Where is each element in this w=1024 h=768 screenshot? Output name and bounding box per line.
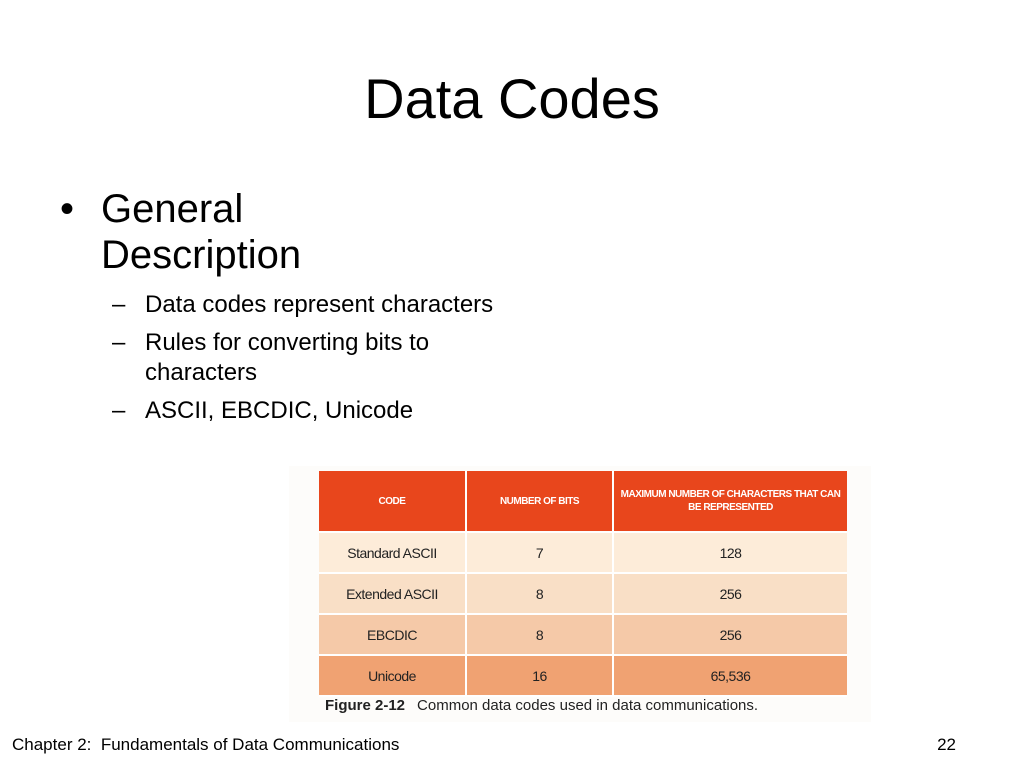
cell-code: Unicode [319,655,466,696]
sub-bullet-marker: – [112,291,126,318]
table-row [319,573,847,614]
bullet-general-description [60,186,360,278]
sub-bullet-marker: – [112,397,126,424]
header-number-of-bits: NUMBER OF BITS [466,471,613,532]
sub-bullet-item [112,290,512,320]
table-row [319,532,847,573]
footer-chapter: Chapter 2: Fundamentals of Data Communications [12,735,400,754]
cell-bits: 7 [466,532,613,573]
cell-max-characters: 128 [613,532,847,573]
slide-title: Data Codes [364,67,660,130]
sub-bullet-text: Data codes represent characters [145,291,494,318]
sub-bullet-marker: – [112,329,126,356]
cell-max-characters: 256 [613,573,847,614]
footer-page-number: 22 [937,735,956,754]
bullet-text: General Description [101,187,302,277]
figure-data-codes [289,466,871,722]
sub-bullet-item [112,396,512,426]
cell-bits: 8 [466,573,613,614]
cell-max-characters: 256 [613,614,847,655]
sub-bullet-list [112,290,512,434]
cell-bits: 8 [466,614,613,655]
data-codes-table [319,471,847,697]
cell-max-characters: 65,536 [613,655,847,696]
cell-code: EBCDIC [319,614,466,655]
table-row [319,655,847,696]
table-row [319,614,847,655]
figure-caption-text: Common data codes used in data communications. [417,697,759,714]
header-max-characters: MAXIMUM NUMBER OF CHARACTERS THAT CAN BE REPRESENTED [613,471,847,532]
cell-code: Standard ASCII [319,532,466,573]
sub-bullet-text: ASCII, EBCDIC, Unicode [145,397,414,424]
cell-code: Extended ASCII [319,573,466,614]
table-header-row [319,471,847,532]
sub-bullet-text: Rules for converting bits to characters [145,329,430,386]
cell-bits: 16 [466,655,613,696]
figure-caption [325,697,758,715]
sub-bullet-item [112,328,512,388]
figure-label: Figure 2-12 [325,697,406,714]
bullet-marker: • [60,187,75,231]
header-code: CODE [319,471,466,532]
